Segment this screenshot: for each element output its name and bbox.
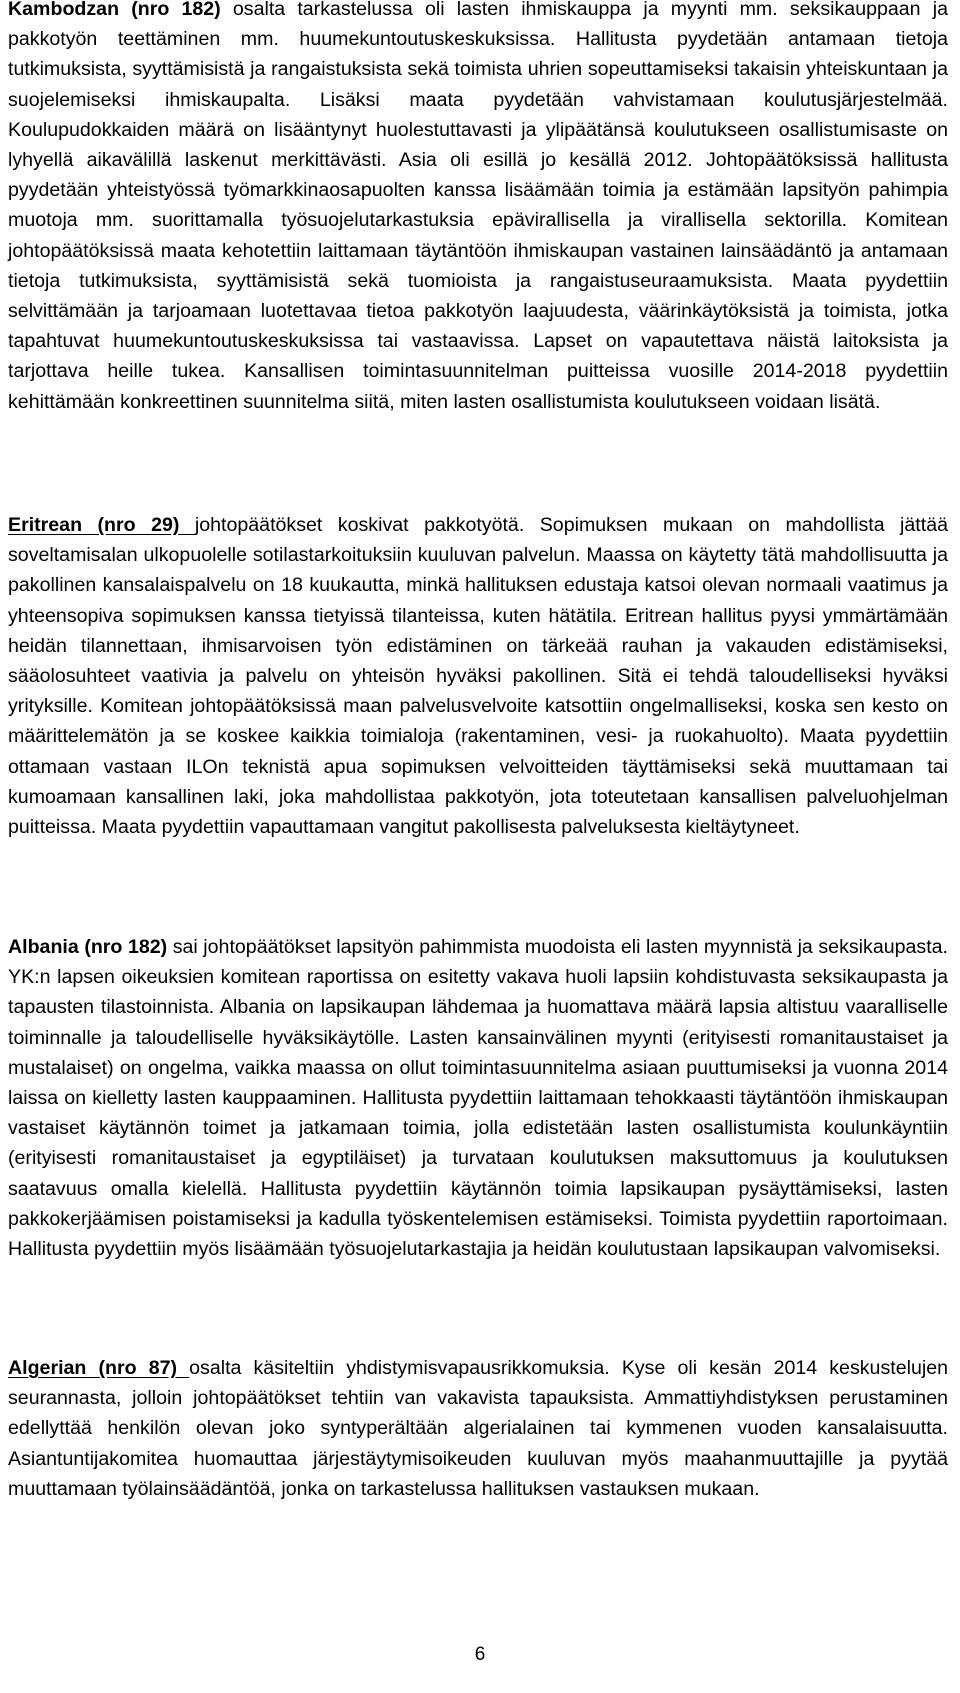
paragraph-heading-albania: Albania (nro 182) [8,936,168,958]
paragraph-body-albania: sai johtopäätökset lapsityön pahimmista muodoista eli lasten myynnistä ja seksikaupasta. YK:n lapsen oikeuksien komitean raportissa on esitetty vakava huoli lapsiin kohdistuvasta seksikaupasta ja tapausten tilastoinnista. Albania on lapsikaupan lähdemaa ja huomattava määrä lapsia altistuu vaaralliselle toiminnalle ja taloudelliselle hyväksikäytölle. Lasten kansainvälinen myynti (erityisesti romanitaustaiset ja mustalaiset) on ongelma, vaikka maassa on ollut toimintasuunnitelma asiaan puuttumiseksi ja vuonna 2014 laissa on kielletty lasten kauppaaminen. Hallitusta pyydettiin laittamaan tehokkaasti täytäntöön ihmiskaupan vastaiset käytännön toimet ja jatkamaan toimia, jolla edistetään lasten osallistumista koulunkäyntiin (erityisesti romanitaustaiset ja egyptiläiset) ja turvataan koulutuksen maksuttomuus ja koulutuksen saatavuus omalla kielellä. Hallitusta pyydettiin käytännön toimia lapsikaupan pysäyttämiseksi, lasten pakkokerjäämisen poistamiseksi ja kadulla työskentelemisen estämiseksi. Toimista pyydettiin raportoimaan. Hallitusta pyydettiin myös lisäämään työsuojelutarkastajia ja heidän koulutustaan lapsikaupan valvomiseksi. [8,936,948,1261]
paragraph-algeria [8,1353,948,1504]
page-number: 6 [474,1644,486,1665]
paragraph-heading-algeria: Algerian (nro 87) [8,1357,178,1379]
paragraph-body-eritrea: johtopäätökset koskivat pakkotyötä. Sopimuksen mukaan on mahdollista jättää soveltamisalan ulkopuolelle sotilastarkoituksiin kuuluvan palvelun. Maassa on käytetty tätä mahdollisuutta ja pakollinen kansalaispalvelu on 18 kuukautta, minkä hallituksen edustaja katsoi olevan normaali vaatimus ja yhteensopiva sopimuksen kanssa tietyissä tilanteissa, kuten hätätila. Eritrean hallitus pyysi ymmärtämään heidän tilannettaan, ihmisarvoisen työn edistäminen on tärkeää rauhan ja vakauden edistämiseksi, sääolosuhteet vaativia ja palvelu on yhteisön hyväksi pakollinen. Sitä ei tehdä taloudelliseksi hyväksi yrityksille. Komitean johtopäätöksissä maan palvelusvelvoite katsottiin ongelmalliseksi, koska sen kesto on määrittelemätön ja se koskee kaikkia toimialoja (rakentaminen, vesi- ja ruokahuolto). Maata pyydettiin ottamaan vastaan ILOn teknistä apua sopimuksen velvoitteiden täyttämiseksi sekä muuttamaan tai kumoamaan kansallinen laki, joka mahdollistaa pakkotyön, jota toteutetaan kansallisen palveluohjelman puitteissa. Maata pyydettiin vapauttamaan vangitut pakollisesta palveluksesta kieltäytyneet. [8,514,948,839]
paragraph-eritrea [8,510,948,842]
paragraph-body-algeria: osalta käsiteltiin yhdistymisvapausrikkomuksia. Kyse oli kesän 2014 keskustelujen seurannasta, jolloin johtopäätökset tehtiin van vakavista tapauksista. Ammattiyhdistyksen perustaminen edellyttää henkilön olevan joko syntyperältään algerialainen tai kymmenen vuoden kansalaisuutta. Asiantuntijakomitea huomauttaa järjestäytymisoikeuden kuuluvan myös maahanmuuttajille ja pyytää muuttamaan työlainsäädäntöä, jonka on tarkastelussa hallituksen vastauksen mukaan. [8,1357,948,1500]
paragraph-heading-cambodia: Kambodzan (nro 182) [8,0,221,20]
paragraph-albania [8,932,948,1264]
paragraph-heading-eritrea: Eritrean (nro 29) [8,514,180,536]
paragraph-cambodia [8,0,948,417]
heading-underline-gap [179,514,194,536]
heading-underline-gap [177,1357,189,1379]
paragraph-body-cambodia: osalta tarkastelussa oli lasten ihmiskauppa ja myynti mm. seksikauppaan ja pakkotyön teettäminen mm. huumekuntoutuskeskuksissa. Hallitusta pyydetään antamaan tietoja tutkimuksista, syyttämisistä ja rangaistuksista sekä toimista uhrien sopeuttamiseksi takaisin yhteiskuntaan ja suojelemiseksi ihmiskaupalta. Lisäksi maata pyydetään vahvistamaan koulutusjärjestelmää. Koulupudokkaiden määrä on lisääntynyt huolestuttavasti ja ylipäätänsä koulutukseen osallistumisaste on lyhyellä aikavälillä laskenut merkittävästi. Asia oli esillä jo kesällä 2012. Johtopäätöksissä hallitusta pyydetään yhteistyössä työmarkkinaosapuolten kanssa lisäämään toimia ja estämään lapsityön pahimpia muotoja mm. suorittamalla työsuojelutarkastuksia epävirallisella ja virallisella sektorilla. Komitean johtopäätöksissä maata kehotettiin laittamaan täytäntöön ihmiskaupan vastainen lainsäädäntö ja antamaan tietoja tutkimuksista, syyttämisistä sekä tuomioista ja rangaistuseuraamuksista. Maata pyydettiin selvittämään ja tarjoamaan luotettavaa tietoa pakkotyön laajuudesta, väärinkäytöksistä ja toimista, jotka tapahtuvat huumekuntoutuskeskuksissa tai vastaavissa. Lapset on vapautettava näistä laitoksista ja tarjottava heille tukea. Kansallisen toimintasuunnitelman puitteissa vuosille 2014-2018 pyydettiin kehittämään konkreettinen suunnitelma siitä, miten lasten osallistumista koulutukseen voidaan lisätä. [8,0,949,413]
